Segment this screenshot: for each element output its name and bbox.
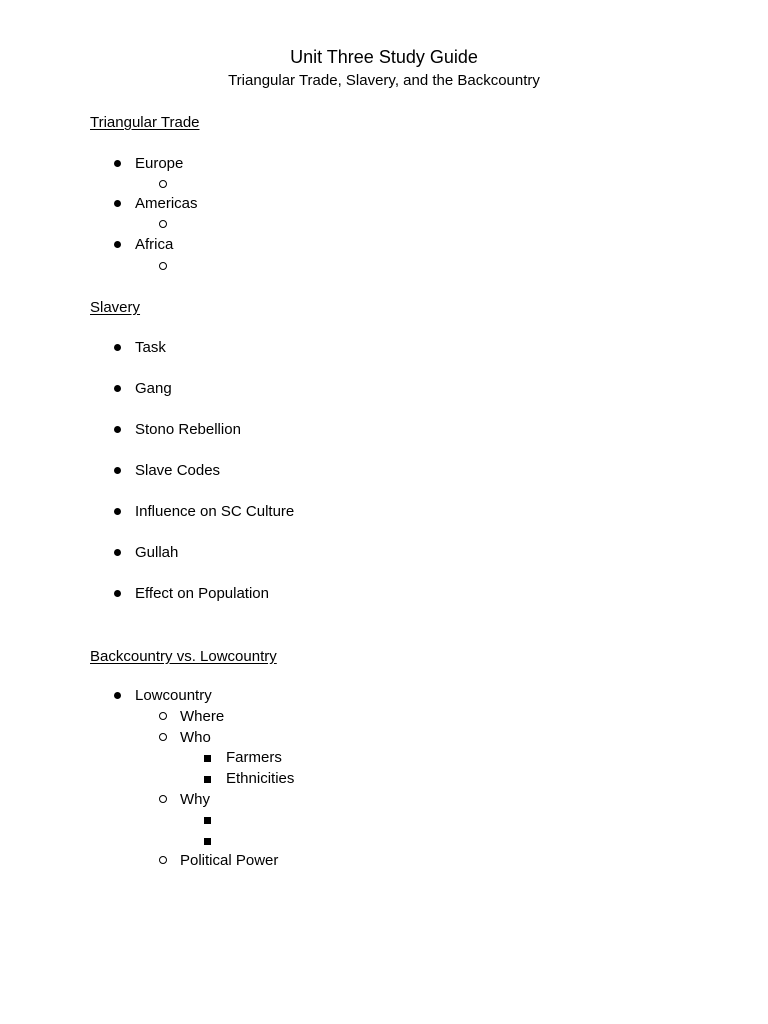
circle-bullet (159, 712, 167, 720)
disc-bullet (114, 200, 121, 207)
disc-bullet (114, 426, 121, 433)
list-item-europe: Europe (135, 155, 184, 172)
circle-bullet (159, 795, 167, 803)
list-item-slave-codes: Slave Codes (135, 462, 221, 479)
circle-bullet (159, 180, 167, 188)
circle-bullet (159, 262, 167, 270)
square-bullet (204, 755, 211, 762)
list-item-influence-on-sc-culture: Influence on SC Culture (135, 503, 295, 520)
disc-bullet (114, 385, 121, 392)
list-item-ethnicities: Ethnicities (226, 770, 295, 787)
disc-bullet (114, 692, 121, 699)
circle-bullet (159, 220, 167, 228)
list-item-lowcountry: Lowcountry (135, 687, 212, 704)
list-item-where: Where (180, 708, 225, 725)
list-item-effect-on-population: Effect on Population (135, 585, 269, 602)
disc-bullet (114, 160, 121, 167)
section-heading-backcountry-vs-lowcountry: Backcountry vs. Lowcountry (90, 648, 277, 665)
disc-bullet (114, 549, 121, 556)
document-title: Unit Three Study Guide (290, 47, 478, 67)
list-item-why: Why (180, 791, 210, 808)
disc-bullet (114, 241, 121, 248)
list-item-farmers: Farmers (226, 749, 282, 766)
disc-bullet (114, 344, 121, 351)
circle-bullet (159, 856, 167, 864)
square-bullet (204, 838, 211, 845)
list-item-gullah: Gullah (135, 544, 179, 561)
list-item-who: Who (180, 729, 211, 746)
square-bullet (204, 776, 211, 783)
list-item-gang: Gang (135, 380, 172, 397)
list-item-political-power: Political Power (180, 852, 279, 869)
list-item-task: Task (135, 339, 166, 356)
section-heading-triangular-trade: Triangular Trade (90, 114, 200, 131)
disc-bullet (114, 590, 121, 597)
square-bullet (204, 817, 211, 824)
disc-bullet (114, 467, 121, 474)
document-subtitle: Triangular Trade, Slavery, and the Backcountry (228, 72, 540, 89)
list-item-americas: Americas (135, 195, 198, 212)
disc-bullet (114, 508, 121, 515)
circle-bullet (159, 733, 167, 741)
list-item-stono-rebellion: Stono Rebellion (135, 421, 241, 438)
list-item-africa: Africa (135, 236, 174, 253)
section-heading-slavery: Slavery (90, 299, 141, 316)
